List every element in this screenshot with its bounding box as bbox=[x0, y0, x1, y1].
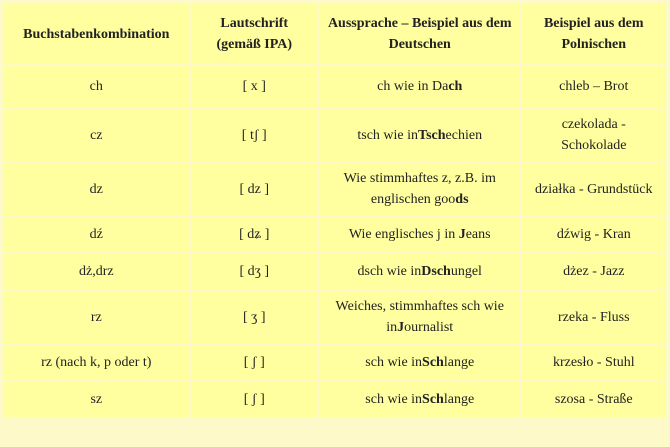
combo-cell: sz bbox=[4, 382, 189, 417]
highlighted-sound: Sch bbox=[422, 355, 444, 370]
polish-example-cell: czekolada - Schokolade bbox=[522, 109, 666, 161]
german-example-cell bbox=[320, 382, 520, 417]
header-german-pronunciation: Aussprache – Beispiel aus dem Deutschen bbox=[320, 4, 520, 64]
highlighted-sound: Dsch bbox=[421, 264, 451, 279]
ipa-cell: [ dʑ ] bbox=[191, 217, 318, 252]
highlighted-sound: J bbox=[397, 320, 405, 335]
german-example-cell bbox=[320, 291, 520, 343]
example-text: eans bbox=[465, 227, 491, 242]
example-text: ungel bbox=[450, 264, 482, 279]
polish-example-cell: szosa - Straße bbox=[522, 382, 666, 417]
example-text: echien bbox=[445, 127, 483, 143]
table-row bbox=[4, 163, 666, 215]
example-text: tsch wie in bbox=[357, 127, 419, 143]
example-text: lange bbox=[443, 355, 475, 370]
ipa-cell: [ ʃ ] bbox=[191, 345, 318, 380]
example-text: sch wie in bbox=[365, 355, 423, 370]
pronunciation-table bbox=[2, 2, 668, 419]
header-letter-combination: Buchstabenkombination bbox=[4, 4, 189, 64]
pronunciation-table-container bbox=[2, 2, 668, 445]
polish-example-cell: dźwig - Kran bbox=[522, 217, 666, 252]
table-row bbox=[4, 66, 666, 107]
german-example-cell bbox=[320, 345, 520, 380]
table-row bbox=[4, 291, 666, 343]
example-text: sch wie in bbox=[365, 392, 423, 407]
combo-cell: cz bbox=[4, 109, 189, 161]
combo-cell: rz (nach k, p oder t) bbox=[4, 345, 189, 380]
table-row bbox=[4, 217, 666, 252]
combo-cell: ch bbox=[4, 66, 189, 107]
example-text: Weiches, stimmhaftes sch wie in bbox=[335, 299, 504, 335]
example-text: dsch wie in bbox=[357, 264, 422, 279]
example-text: ch wie in Da bbox=[377, 79, 449, 94]
polish-example-cell: rzeka - Fluss bbox=[522, 291, 666, 343]
table-row bbox=[4, 109, 666, 161]
table-row bbox=[4, 382, 666, 417]
table-row bbox=[4, 254, 666, 289]
ipa-cell: [ dz ] bbox=[191, 163, 318, 215]
ipa-cell: [ ʃ ] bbox=[191, 382, 318, 417]
polish-example-cell: dżez - Jazz bbox=[522, 254, 666, 289]
highlighted-sound: Tsch bbox=[418, 127, 446, 143]
german-example-cell bbox=[320, 254, 520, 289]
combo-cell: dz bbox=[4, 163, 189, 215]
example-text: ournalist bbox=[404, 320, 454, 335]
ipa-cell: [ x ] bbox=[191, 66, 318, 107]
german-example-cell bbox=[320, 217, 520, 252]
table-row bbox=[4, 345, 666, 380]
highlighted-sound: ds bbox=[455, 192, 469, 207]
example-text: Wie englisches j in bbox=[348, 227, 459, 242]
german-example-cell bbox=[320, 163, 520, 215]
german-example-cell bbox=[320, 109, 520, 161]
combo-cell: dź bbox=[4, 217, 189, 252]
polish-example-cell: chleb – Brot bbox=[522, 66, 666, 107]
polish-example-cell: krzesło - Stuhl bbox=[522, 345, 666, 380]
example-text: lange bbox=[443, 392, 475, 407]
header-ipa: Lautschrift (gemäß IPA) bbox=[191, 4, 318, 64]
combo-cell: rz bbox=[4, 291, 189, 343]
header-polish-example: Beispiel aus dem Polnischen bbox=[522, 4, 666, 64]
highlighted-sound: Sch bbox=[422, 392, 444, 407]
german-example-cell bbox=[320, 66, 520, 107]
ipa-cell: [ ʒ ] bbox=[191, 291, 318, 343]
highlighted-sound: ch bbox=[448, 79, 463, 94]
table-header-row bbox=[4, 4, 666, 64]
example-text: Wie stimmhaftes z, z.B. im englischen goo bbox=[343, 171, 496, 207]
ipa-cell: [ tʃ ] bbox=[191, 109, 318, 161]
highlighted-sound: J bbox=[458, 227, 466, 242]
combo-cell: dż,drz bbox=[4, 254, 189, 289]
polish-example-cell: działka - Grundstück bbox=[522, 163, 666, 215]
ipa-cell: [ dʒ ] bbox=[191, 254, 318, 289]
